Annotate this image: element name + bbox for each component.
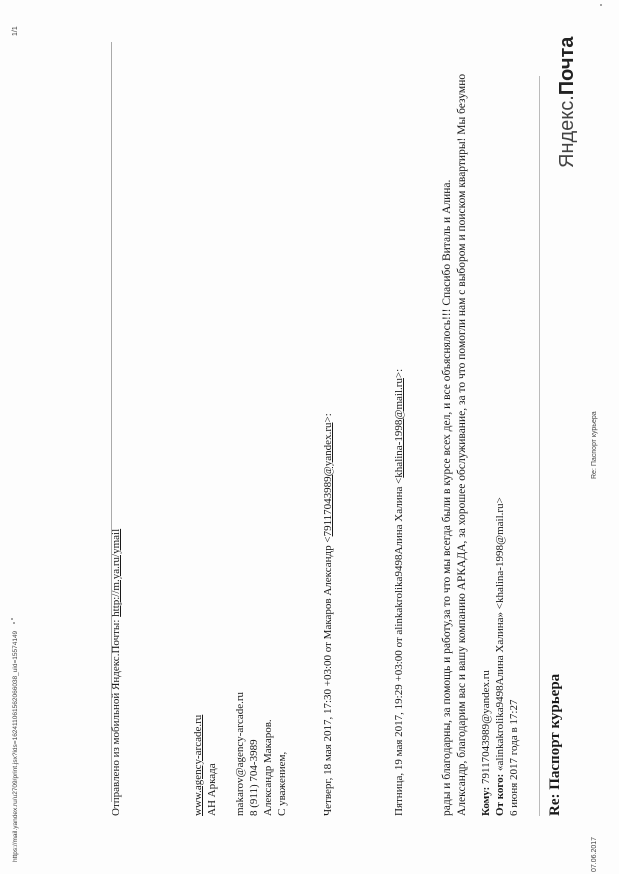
email-from: [494, 497, 506, 816]
signature-site-link[interactable]: www.agency-arcade.ru: [192, 714, 204, 816]
quote-header-1: [393, 369, 405, 816]
email-body-line-2: рады и благодарны, за помощь и работу,за то что мы всегда были в курсе всех дел, и все объяснялось!!! Спасибо Виталь и Алина.: [441, 179, 453, 816]
to-value[interactable]: 79117043989@yandex.ru: [480, 670, 492, 785]
quote2-email-link[interactable]: 79117043989@yandex.ru: [322, 422, 334, 537]
quote2-prefix: Четверг, 18 мая 2017, 17:30 +03:00 от Макаров Александр <: [322, 536, 334, 816]
quote2-suffix: >:: [322, 413, 334, 423]
print-footer-url: https://mail.yandex.ru/u2709/print.jsx?ids=162411061562066038_uid=15574149: [12, 630, 19, 862]
signature-name: Александр Макаров.: [262, 719, 274, 816]
signature-email: makarov@agency-arcade.ru: [234, 691, 246, 816]
email-body-line-1: Александр, благодарим вас и вашу компанию АРКАДА, за хорошее обслуживание, за то что помогли нам с выбором и поиском квартиры! Мы безумно: [456, 73, 468, 816]
scan-speck: [600, 4, 602, 6]
quote-header-2: [322, 413, 334, 816]
quote1-email-link[interactable]: khalina-1998@mail.ru: [393, 378, 405, 478]
from-label: От кого:: [494, 773, 506, 816]
scan-speck: [13, 622, 15, 624]
mobile-footer: [110, 529, 122, 816]
signature-company: АН Аркада: [206, 763, 218, 816]
email-date: 6 июня 2017 года в 17:27: [508, 699, 520, 816]
mobile-prefix: Отправлено из мобильной Яндекс.Почты:: [110, 616, 122, 816]
to-label: Кому:: [480, 786, 492, 816]
yandex-mail-logo[interactable]: [556, 37, 579, 168]
signature-phone: 8 (911) 704-3989: [248, 739, 260, 816]
email-to: [480, 670, 492, 816]
email-subject: Re: Паспорт курьера: [547, 673, 563, 816]
quote1-prefix: Пятница, 19 мая 2017, 19:29 +03:00 от alinkakrolika9498Алина Халина <: [393, 477, 405, 816]
from-value[interactable]: «alinkakrolika9498Алина Халина» <khalina-1998@mail.ru>: [494, 497, 506, 771]
page-number: 1/1: [12, 26, 19, 36]
scan-speck: [11, 618, 13, 620]
print-date: 07.06.2017: [591, 836, 598, 872]
quote1-suffix: >:: [393, 368, 405, 379]
header-divider: [539, 76, 540, 816]
print-header-title: Re: Паспорт курьера: [591, 411, 598, 479]
logo-brand: Яндекс.: [556, 95, 578, 168]
signature-greeting: С уважением,: [276, 751, 288, 816]
mobile-link[interactable]: http://m.ya.ru/ymail: [110, 528, 122, 617]
logo-service: Почта: [556, 36, 578, 96]
